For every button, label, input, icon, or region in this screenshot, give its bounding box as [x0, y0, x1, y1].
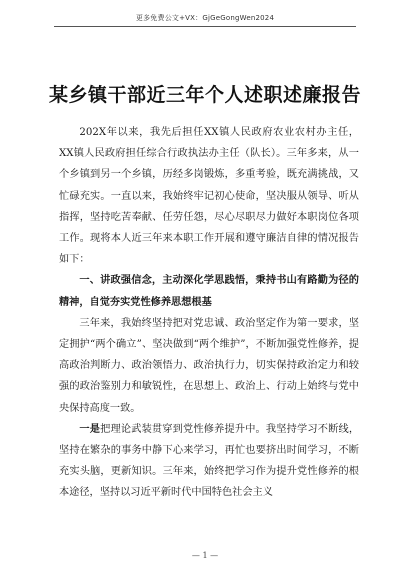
document-title: 某乡镇干部近三年个人述职述廉报告: [48, 84, 361, 106]
section-paragraph: 三年来，我始终坚持把对党忠诚、政治坚定作为第一要求，坚定拥护“两个确立”、坚决做到“两个维护”，不断加强党性修养，提高政治判断力、政治领悟力、政治执行力，切实保持政治定力和较强的政治鉴别力和敏锐性，在思想上、政治上、行动上始终与党中央保持高度一致。: [59, 317, 359, 414]
point-paragraph: [59, 419, 359, 504]
document-body: [59, 122, 359, 504]
intro-paragraph: 202X年以来，我先后担任XX镇人民政府农业农村办主任，XX镇人民政府担任综合行政执法办主任（队长）。三年多来，从一个乡镇到另一个乡镇，历经多岗锻炼，多重考验，既充满挑战，又忙碌充实。一直以来，我始终牢记初心使命，坚决服从领导、听从指挥，坚持吃苦奉献、任劳任怨，尽心尽职尽力做好本职岗位各项工作。现将本人近三年来本职工作开展和遵守廉洁自律的情况报告如下：: [59, 127, 359, 266]
page-header: 更多免费公文+VX：GjGeGongWen2024: [135, 14, 275, 22]
page-number: — 1 —: [191, 551, 219, 560]
point-lead: 一是: [79, 423, 101, 435]
section-heading: 一、讲政强信念，主动深化学思践悟，秉持书山有路勤为径的精神，自觉夯实党性修养思想根基: [59, 275, 359, 308]
point-text: 把理论武装贯穿到党性修养提升中。我坚持学习不断线，坚持在繁杂的事务中静下心来学习，再忙也要挤出时间学习，不断充实头脑，更新知识。三年来，始终把学习作为提升党性修养的根本途径，坚持以习近平新时代中国特色社会主义: [59, 423, 360, 499]
header-divider: [54, 26, 356, 27]
